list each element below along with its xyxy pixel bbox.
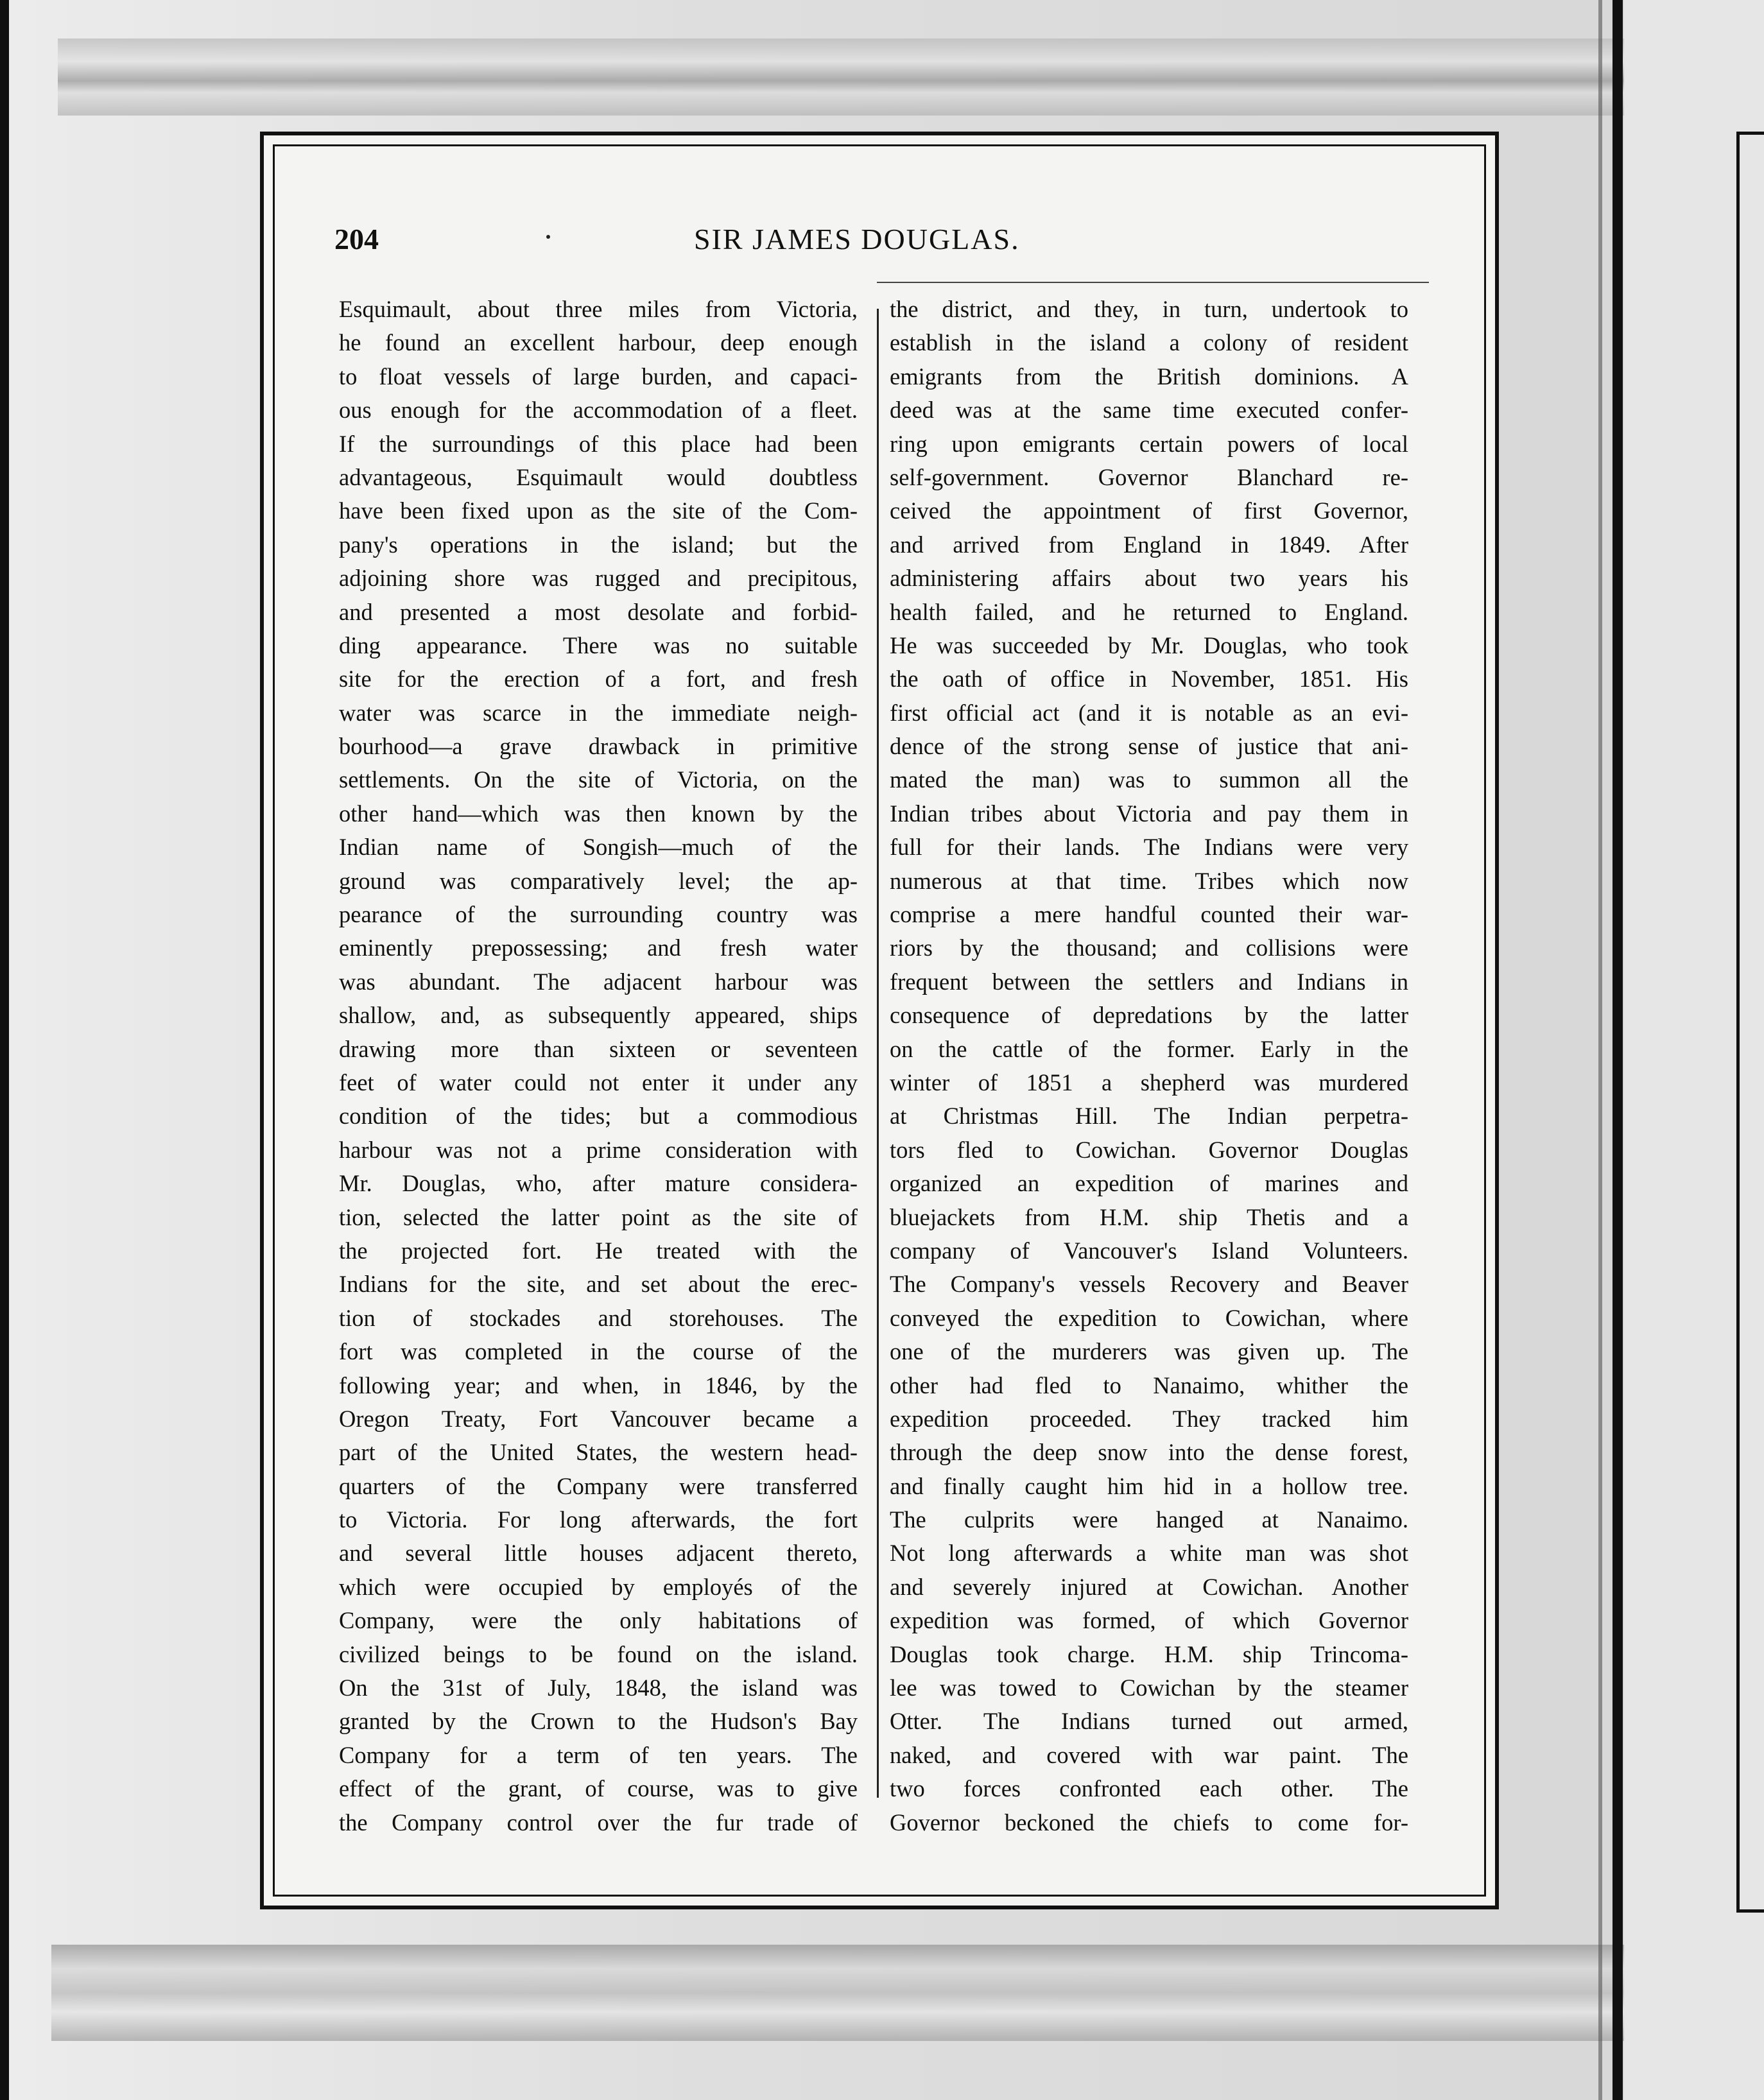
gutter-line bbox=[1613, 0, 1623, 2100]
text-line: deed was at the same time executed confer- bbox=[890, 397, 1408, 424]
text-line: condition of the tides; but a commodious bbox=[339, 1103, 858, 1130]
facing-page-frame bbox=[1736, 132, 1764, 1913]
right-column-top-rule bbox=[877, 282, 1429, 283]
text-line: the oath of office in November, 1851. His bbox=[890, 666, 1408, 693]
book-page bbox=[260, 132, 1499, 1909]
text-line: advantageous, Esquimault would doubtless bbox=[339, 463, 858, 490]
text-line: expedition proceeded. They tracked him bbox=[890, 1405, 1408, 1432]
text-line: consequence of depredations by the latter bbox=[890, 1002, 1408, 1029]
text-line: The culprits were hanged at Nanaimo. bbox=[890, 1506, 1408, 1533]
text-line: the projected fort. He treated with the bbox=[339, 1237, 858, 1264]
text-line: ground was comparatively level; the ap- bbox=[339, 867, 858, 894]
text-line: numerous at that time. Tribes which now bbox=[890, 867, 1408, 894]
text-line: company of Vancouver's Island Volunteers. bbox=[890, 1237, 1408, 1264]
text-line: ous enough for the accommodation of a fleet. bbox=[339, 397, 858, 424]
text-line: bourhood—a grave drawback in primitive bbox=[339, 733, 858, 760]
text-line: establish in the island a colony of resident bbox=[890, 329, 1408, 356]
text-line: granted by the Crown to the Hudson's Bay bbox=[339, 1708, 858, 1735]
text-line: was abundant. The adjacent harbour was bbox=[339, 968, 858, 995]
text-line: the district, and they, in turn, undertook to bbox=[890, 296, 1408, 322]
text-line: ceived the appointment of first Governor, bbox=[890, 497, 1408, 524]
text-line: Oregon Treaty, Fort Vancouver became a bbox=[339, 1405, 858, 1432]
text-line: organized an expedition of marines and bbox=[890, 1170, 1408, 1197]
text-line: health failed, and he returned to England. bbox=[890, 598, 1408, 625]
running-head bbox=[334, 222, 1297, 273]
text-line: first official act (and it is notable as an evi- bbox=[890, 699, 1408, 726]
scan-left-edge bbox=[0, 0, 9, 2100]
text-line: have been fixed upon as the site of the Com- bbox=[339, 497, 858, 524]
text-line: and presented a most desolate and forbid- bbox=[339, 598, 858, 625]
text-line: pearance of the surrounding country was bbox=[339, 901, 858, 928]
text-line: which were occupied by employés of the bbox=[339, 1573, 858, 1600]
text-line: emigrants from the British dominions. A bbox=[890, 363, 1408, 390]
text-line: feet of water could not enter it under any bbox=[339, 1069, 858, 1096]
text-line: winter of 1851 a shepherd was murdered bbox=[890, 1069, 1408, 1096]
text-line: Otter. The Indians turned out armed, bbox=[890, 1708, 1408, 1735]
text-line: settlements. On the site of Victoria, on the bbox=[339, 766, 858, 793]
text-line: ring upon emigrants certain powers of local bbox=[890, 430, 1408, 457]
text-line: ding appearance. There was no suitable bbox=[339, 632, 858, 658]
text-line: other had fled to Nanaimo, whither the bbox=[890, 1372, 1408, 1399]
text-line: following year; and when, in 1846, by the bbox=[339, 1372, 858, 1399]
text-line: conveyed the expedition to Cowichan, where bbox=[890, 1304, 1408, 1331]
text-line: at Christmas Hill. The Indian perpetra- bbox=[890, 1103, 1408, 1130]
text-line: one of the murderers was given up. The bbox=[890, 1338, 1408, 1365]
text-line: He was succeeded by Mr. Douglas, who took bbox=[890, 632, 1408, 658]
text-line: The Company's vessels Recovery and Beaver bbox=[890, 1271, 1408, 1298]
text-line: comprise a mere handful counted their war- bbox=[890, 901, 1408, 928]
text-line: to Victoria. For long afterwards, the fort bbox=[339, 1506, 858, 1533]
text-line: other hand—which was then known by the bbox=[339, 800, 858, 827]
column-divider bbox=[877, 309, 879, 1798]
text-line: Douglas took charge. H.M. ship Trincoma- bbox=[890, 1640, 1408, 1667]
text-line: Company, were the only habitations of bbox=[339, 1607, 858, 1634]
scan-top-band bbox=[58, 39, 1650, 116]
header-dot bbox=[546, 235, 550, 239]
text-line: site for the erection of a fort, and fresh bbox=[339, 666, 858, 693]
text-line: on the cattle of the former. Early in the bbox=[890, 1035, 1408, 1062]
text-line: Indian tribes about Victoria and pay them in bbox=[890, 800, 1408, 827]
text-line: two forces confronted each other. The bbox=[890, 1775, 1408, 1802]
text-line: Governor beckoned the chiefs to come for- bbox=[890, 1809, 1408, 1836]
text-line: pany's operations in the island; but the bbox=[339, 531, 858, 558]
text-line: water was scarce in the immediate neigh- bbox=[339, 699, 858, 726]
text-line: Indians for the site, and set about the erec- bbox=[339, 1271, 858, 1298]
text-line: expedition was formed, of which Governor bbox=[890, 1607, 1408, 1634]
text-line: effect of the grant, of course, was to give bbox=[339, 1775, 858, 1802]
left-text-column bbox=[339, 293, 858, 1836]
text-line: Indian name of Songish—much of the bbox=[339, 834, 858, 861]
text-line: and severely injured at Cowichan. Another bbox=[890, 1573, 1408, 1600]
text-line: part of the United States, the western head- bbox=[339, 1439, 858, 1466]
text-line: mated the man) was to summon all the bbox=[890, 766, 1408, 793]
text-line: harbour was not a prime consideration with bbox=[339, 1136, 858, 1163]
text-line: Company for a term of ten years. The bbox=[339, 1741, 858, 1768]
text-line: he found an excellent harbour, deep enough bbox=[339, 329, 858, 356]
gutter-shadow bbox=[1598, 0, 1602, 2100]
text-line: bluejackets from H.M. ship Thetis and a bbox=[890, 1203, 1408, 1230]
text-line: through the deep snow into the dense forest, bbox=[890, 1439, 1408, 1466]
text-line: self-government. Governor Blanchard re- bbox=[890, 463, 1408, 490]
text-line: to float vessels of large burden, and capaci- bbox=[339, 363, 858, 390]
text-line: civilized beings to be found on the island. bbox=[339, 1640, 858, 1667]
text-line: Not long afterwards a white man was shot bbox=[890, 1540, 1408, 1567]
text-line: adjoining shore was rugged and precipitous, bbox=[339, 565, 858, 592]
text-line: dence of the strong sense of justice that ani- bbox=[890, 733, 1408, 760]
text-line: and several little houses adjacent thereto, bbox=[339, 1540, 858, 1567]
text-line: tion, selected the latter point as the site of bbox=[339, 1203, 858, 1230]
text-line: drawing more than sixteen or seventeen bbox=[339, 1035, 858, 1062]
text-line: and finally caught him hid in a hollow tree. bbox=[890, 1472, 1408, 1499]
text-line: administering affairs about two years his bbox=[890, 565, 1408, 592]
text-line: Esquimault, about three miles from Victoria, bbox=[339, 296, 858, 322]
running-title: SIR JAMES DOUGLAS. bbox=[694, 223, 1020, 255]
text-line: frequent between the settlers and Indians in bbox=[890, 968, 1408, 995]
text-line: tors fled to Cowichan. Governor Douglas bbox=[890, 1136, 1408, 1163]
text-line: shallow, and, as subsequently appeared, ships bbox=[339, 1002, 858, 1029]
text-line: tion of stockades and storehouses. The bbox=[339, 1304, 858, 1331]
text-line: On the 31st of July, 1848, the island was bbox=[339, 1674, 858, 1701]
text-line: quarters of the Company were transferred bbox=[339, 1472, 858, 1499]
text-line: If the surroundings of this place had been bbox=[339, 430, 858, 457]
page-number: 204 bbox=[334, 223, 379, 255]
text-line: riors by the thousand; and collisions were bbox=[890, 934, 1408, 961]
text-line: fort was completed in the course of the bbox=[339, 1338, 858, 1365]
text-line: the Company control over the fur trade of bbox=[339, 1809, 858, 1836]
text-line: Mr. Douglas, who, after mature considera- bbox=[339, 1170, 858, 1197]
scan-bottom-band bbox=[51, 1945, 1675, 2041]
right-text-column bbox=[890, 293, 1408, 1836]
text-line: eminently prepossessing; and fresh water bbox=[339, 934, 858, 961]
text-line: naked, and covered with war paint. The bbox=[890, 1741, 1408, 1768]
text-line: lee was towed to Cowichan by the steamer bbox=[890, 1674, 1408, 1701]
text-line: full for their lands. The Indians were very bbox=[890, 834, 1408, 861]
text-line: and arrived from England in 1849. After bbox=[890, 531, 1408, 558]
